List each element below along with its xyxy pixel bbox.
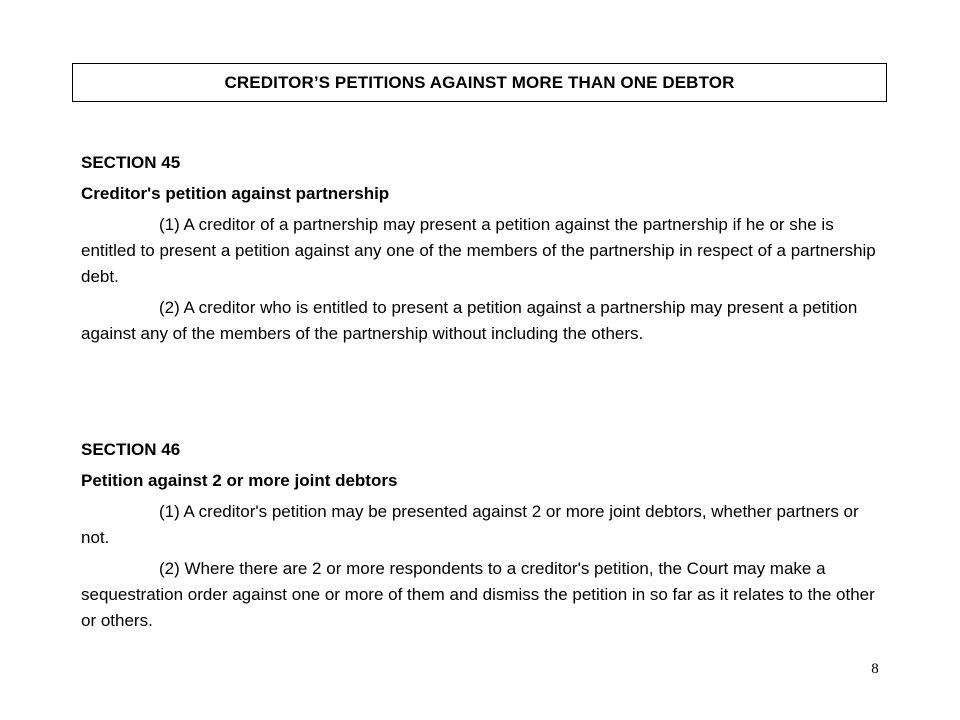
section-paragraph: (1) A creditor of a partnership may present a petition against the partnership if he or she is entitled to present a petition against any one of the members of the partnership in respect of a partnership debt. xyxy=(81,215,876,286)
title-box xyxy=(72,63,887,102)
page-number: 8 xyxy=(871,661,879,677)
section-heading: Petition against 2 or more joint debtors xyxy=(81,471,398,490)
section-46 xyxy=(81,437,881,639)
section-paragraph: (1) A creditor's petition may be presented against 2 or more joint debtors, whether partners or not. xyxy=(81,502,859,547)
section-paragraph: (2) Where there are 2 or more respondents to a creditor's petition, the Court may make a sequestration order against one or more of them and dismiss the petition in so far as it relates to the other or others. xyxy=(81,559,875,630)
section-number: SECTION 46 xyxy=(81,440,181,459)
section-number: SECTION 45 xyxy=(81,153,181,172)
section-paragraph: (2) A creditor who is entitled to present a petition against a partnership may present a petition against any of the members of the partnership without including the others. xyxy=(81,298,858,343)
section-heading: Creditor's petition against partnership xyxy=(81,184,390,203)
section-45 xyxy=(81,150,881,352)
page-title: CREDITOR’S PETITIONS AGAINST MORE THAN ONE DEBTOR xyxy=(224,72,735,92)
